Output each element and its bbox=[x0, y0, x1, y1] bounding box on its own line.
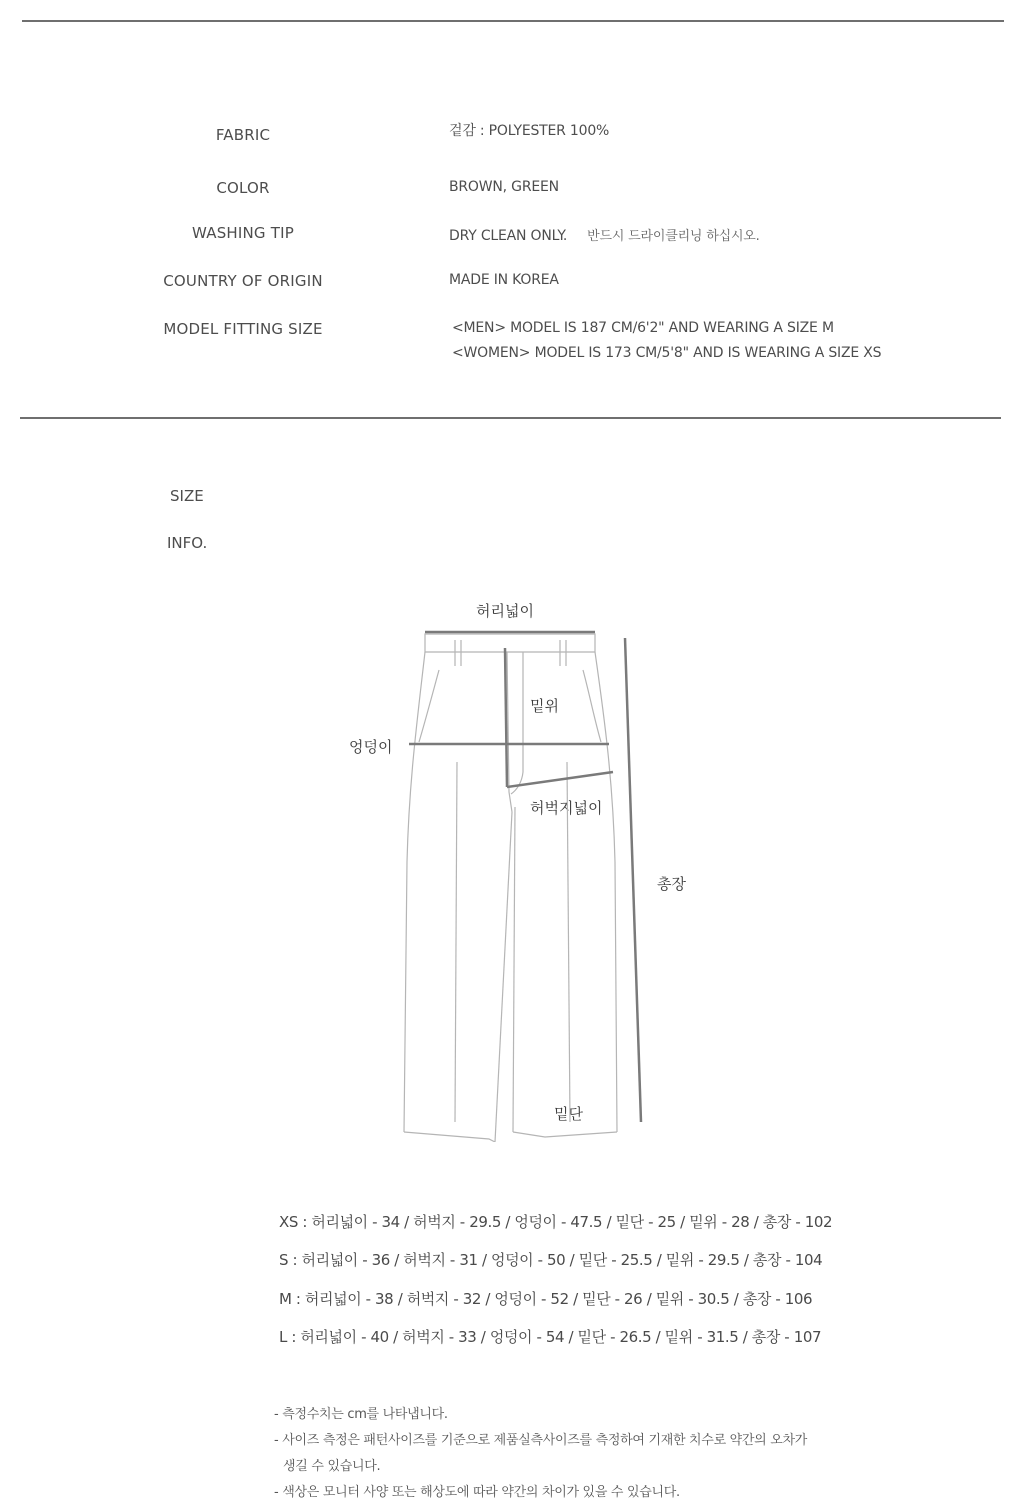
washing-tip-en: DRY CLEAN ONLY. bbox=[449, 228, 568, 244]
spec-label-fabric: FABRIC bbox=[215, 126, 271, 144]
spec-value-color: BROWN, GREEN bbox=[449, 179, 559, 195]
spec-value-washing bbox=[449, 225, 760, 244]
spec-label-model: MODEL FITTING SIZE bbox=[163, 320, 323, 338]
note-2-cont: 생길 수 있습니다. bbox=[283, 1459, 381, 1474]
spec-value-model-women: <WOMEN> MODEL IS 173 CM/5'8" AND IS WEARING A SIZE XS bbox=[452, 345, 882, 361]
note-2: - 사이즈 측정은 패턴사이즈를 기준으로 제품실측사이즈를 측정하여 기재한 치수로 약간의 오차가 bbox=[274, 1433, 808, 1448]
pants-outline bbox=[404, 634, 617, 1142]
length-measure-line bbox=[625, 638, 641, 1122]
spec-value-fabric: 겉감 : POLYESTER 100% bbox=[449, 123, 610, 139]
size-row-xs: XS : 허리넓이 - 34 / 허벅지 - 29.5 / 엉덩이 - 47.5 / 밑단 - 25 / 밑위 - 28 / 총장 - 102 bbox=[279, 1213, 833, 1231]
section-divider bbox=[20, 417, 1001, 419]
size-info-heading-1: SIZE bbox=[170, 487, 204, 505]
washing-tip-ko: 반드시 드라이클리닝 하십시오. bbox=[587, 229, 760, 244]
thigh-label: 허벅지넓이 bbox=[530, 799, 603, 817]
size-info-heading-2: INFO. bbox=[167, 534, 208, 552]
note-3: - 색상은 모니터 사양 또는 해상도에 따라 약간의 차이가 있을 수 있습니다. bbox=[274, 1485, 680, 1500]
waist-label: 허리넓이 bbox=[476, 602, 534, 620]
hip-label: 엉덩이 bbox=[349, 738, 393, 756]
size-row-m: M : 허리넓이 - 38 / 허벅지 - 32 / 엉덩이 - 52 / 밑단 - 26 / 밑위 - 30.5 / 총장 - 106 bbox=[279, 1290, 813, 1308]
size-row-s: S : 허리넓이 - 36 / 허벅지 - 31 / 엉덩이 - 50 / 밑단 - 25.5 / 밑위 - 29.5 / 총장 - 104 bbox=[279, 1251, 823, 1269]
size-row-l: L : 허리넓이 - 40 / 허벅지 - 33 / 엉덩이 - 54 / 밑단 - 26.5 / 밑위 - 31.5 / 총장 - 107 bbox=[279, 1328, 822, 1346]
spec-value-origin: MADE IN KOREA bbox=[449, 272, 559, 288]
spec-value-model-men: <MEN> MODEL IS 187 CM/6'2" AND WEARING A SIZE M bbox=[452, 320, 834, 336]
spec-label-origin: COUNTRY OF ORIGIN bbox=[163, 272, 323, 290]
top-divider bbox=[22, 20, 1004, 22]
spec-label-washing: WASHING TIP bbox=[192, 224, 294, 242]
measurement-lines bbox=[409, 632, 641, 1122]
pants-diagram bbox=[395, 622, 655, 1142]
length-label: 총장 bbox=[657, 875, 686, 893]
rise-label: 밑위 bbox=[530, 697, 559, 715]
spec-label-color: COLOR bbox=[216, 179, 270, 197]
hem-label: 밑단 bbox=[554, 1105, 583, 1123]
note-1: - 측정수치는 cm를 나타냅니다. bbox=[274, 1407, 448, 1422]
